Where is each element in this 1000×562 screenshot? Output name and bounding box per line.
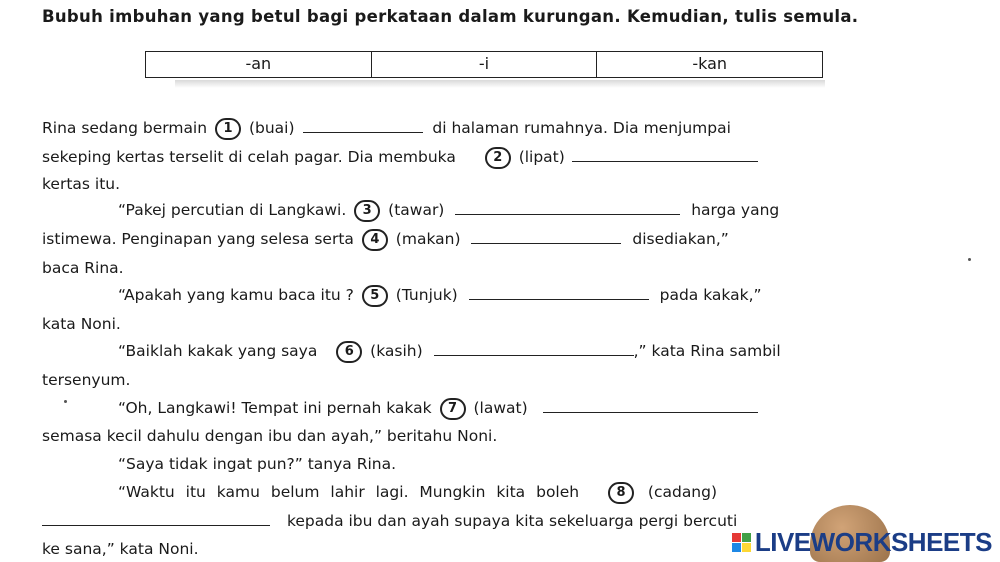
root-word: (makan) [395,230,461,248]
answer-blank-4[interactable] [471,229,621,244]
passage-text: kertas itu. [42,175,121,193]
passage-text: semasa kecil dahulu dengan ibu dan ayah,” beritahu Noni. [42,427,498,445]
root-word: (lipat) [518,148,565,166]
passage-line [42,145,758,169]
passage-line [118,283,762,307]
passage-line [42,424,497,448]
passage-text: “Waktu itu kamu belum lahir lagi. Mungkin kita boleh [118,483,580,501]
root-word: (lawat) [473,399,528,417]
passage-line [42,368,130,392]
root-word: (kasih) [370,342,423,360]
answer-blank-8[interactable] [42,511,270,526]
question-number: 2 [485,147,511,169]
speck [64,400,67,403]
speck [968,258,971,261]
passage-line [118,198,779,222]
passage-line [118,396,758,420]
passage-text: kata Noni. [42,315,121,333]
passage-text: kepada ibu dan ayah supaya kita sekeluarga pergi bercuti [286,512,738,530]
passage-text: tersenyum. [42,371,131,389]
question-number: 8 [608,482,634,504]
liveworksheets-watermark [732,527,992,558]
question-number: 1 [215,118,241,140]
passage-text: Rina sedang bermain [42,119,208,137]
passage-text: di halaman rumahnya. Dia menjumpai [432,119,731,137]
passage-line [42,256,124,280]
passage-line [42,116,731,140]
question-number: 5 [362,285,388,307]
passage-line [118,339,781,363]
watermark-text: LIVEWORKSHEETS [754,527,992,557]
passage-text: “Oh, Langkawi! Tempat ini pernah kakak [118,399,432,417]
passage-line [42,312,121,336]
passage-line [42,227,729,251]
passage-text: harga yang [691,201,780,219]
passage-line [42,509,737,533]
passage-text: ke sana,” kata Noni. [42,540,199,558]
answer-blank-5[interactable] [469,285,649,300]
passage-line [118,480,717,504]
root-word: (tawar) [388,201,445,219]
root-word: (Tunjuk) [395,286,458,304]
passage-text: ,” kata Rina sambil [633,342,781,360]
passage-text: “Saya tidak ingat pun?” tanya Rina. [118,455,397,473]
passage-text: baca Rina. [42,259,124,277]
passage-text: “Pakej percutian di Langkawi. [118,201,347,219]
passage-text: sekeping kertas terselit di celah pagar. Dia membuka [42,148,456,166]
answer-blank-3[interactable] [455,200,680,215]
answer-blank-2[interactable] [572,147,758,162]
passage-text: disediakan,” [632,230,729,248]
passage-text: pada kakak,” [659,286,762,304]
answer-blank-7[interactable] [543,398,758,413]
affix-cell: -kan [692,54,728,73]
passage-line [118,452,396,476]
root-word: (cadang) [647,483,718,501]
instruction-text: Bubuh imbuhan yang betul bagi perkataan dalam kurungan. Kemudian, tulis semula. [42,7,859,26]
question-number: 4 [362,229,388,251]
passage-line [42,537,199,561]
passage-text: “Baiklah kakak yang saya [118,342,318,360]
passage-text: istimewa. Penginapan yang selesa serta [42,230,354,248]
affix-table [145,51,823,78]
table-shadow [175,80,825,88]
answer-blank-1[interactable] [303,118,423,133]
liveworksheets-logo-icon [732,533,751,552]
answer-blank-6[interactable] [434,341,634,356]
question-number: 7 [440,398,466,420]
passage-line [42,172,120,196]
affix-cell: -an [146,52,372,77]
passage-text: “Apakah yang kamu baca itu ? [118,286,354,304]
question-number: 3 [354,200,380,222]
affix-cell: -i [372,52,598,77]
question-number: 6 [336,341,362,363]
root-word: (buai) [248,119,295,137]
